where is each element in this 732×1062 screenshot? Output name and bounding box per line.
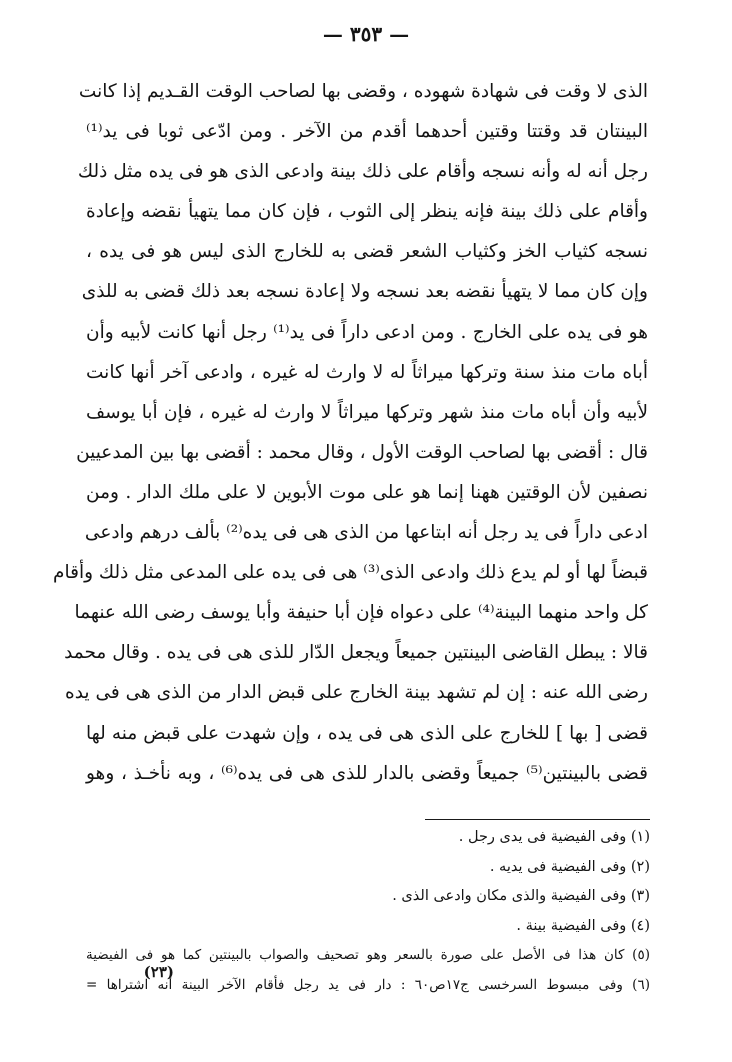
footnote: (١) وفى الفيضية فى يدى رجل . <box>458 829 650 845</box>
footnote: (٣) وفى الفيضية والذى مكان وادعى الذى . <box>392 888 650 904</box>
printer-signature-mark: (٢٣) <box>143 963 174 981</box>
body-line: الذى لا وقت فى شهادة شهوده ، وقضى بها لصاحب الوقت القـديم إذا كانت <box>78 81 648 102</box>
body-line: قال : أقضى بها لصاحب الوقت الأول ، وقال محمد : أقضى بها بين المدعيين <box>76 441 648 463</box>
page-number: — ٣٥٣ — <box>322 22 410 46</box>
footnote: (٥) كان هذا فى الأصل على صورة بالسعر وهو تصحيف والصواب بالبينتين كما هو فى الفيضية <box>86 947 650 963</box>
footnote: (٢) وفى الفيضية فى يديه . <box>489 858 650 875</box>
body-text <box>53 72 648 794</box>
body-line: أباه مات منذ سنة وتركها ميراثاً له لا وارث له غيره ، وادعى آخر أنها كانت <box>86 361 648 383</box>
body-line: لأبيه وأن أباه مات منذ شهر وتركها ميراثاً لا وارث له غيره ، فإن أبا يوسف <box>86 401 648 423</box>
footnote-divider <box>425 819 650 820</box>
body-line: رضى الله عنه : إن لم تشهد بينة الخارج على قبض الدار من الذى هى فى يده <box>65 682 648 704</box>
body-line: قضى بالبينتين⁽⁵⁾ جميعاً وقضى بالدار للذى هى فى يده⁽⁶⁾ ، وبه نأخـذ ، وهو <box>86 762 648 784</box>
footnote: (٤) وفى الفيضية بينة . <box>516 917 650 934</box>
body-line: البينتان قد وقتتا وقتين أحدهما أقدم من الآخر . ومن ادّعى ثوبا فى يد⁽¹⁾ <box>86 121 648 143</box>
body-line: قبضاً لها أو لم يدع ذلك وادعى الذى⁽³⁾ هى فى يده على المدعى مثل ذلك وأقام <box>53 562 648 584</box>
body-line: نصفين لأن الوقتين ههنا إنما هو على موت الأبوين لا على ملك الدار . ومن <box>86 481 648 503</box>
body-line: وإن كان مما لا يتهيأ نقضه بعد نسجه ولا إعادة نسجه بعد ذلك قضى به للذى <box>81 281 648 303</box>
footnote: (٦) وفى مبسوط السرخسى ج١٧ص٦٠ : دار فى يد رجل فأقام الآخر البينة أنه اشتراها = <box>86 976 650 993</box>
body-line: ادعى داراً فى يد رجل أنه ابتاعها من الذى هى فى يده⁽²⁾ بألف درهم وادعى <box>84 522 648 544</box>
body-line: وأقام على ذلك بينة فإنه ينظر إلى الثوب ، فإن كان مما يتهيأ نقضه وإعادة <box>86 201 648 223</box>
body-line: قالا : يبطل القاضى البينتين جميعاً ويجعل الدّار للذى هى فى يده . وقال محمد <box>64 642 648 664</box>
body-line: قضى [ بها ] للخارج على الذى هى فى يده ، وإن شهدت على قبض منه لها <box>86 722 648 744</box>
body-line: نسجه كثياب الخز وكثياب الشعر قضى به للخارج الذى ليس هو فى يده ، <box>86 241 648 263</box>
body-line: رجل أنه له وأنه نسجه وأقام على ذلك بينة وادعى الذى هو فى يده مثل ذلك <box>77 161 648 183</box>
body-line: كل واحد منهما البينة⁽⁴⁾ على دعواه فإن أبا حنيفة وأبا يوسف رضى الله عنهما <box>74 602 648 624</box>
body-line: هو فى يده على الخارج . ومن ادعى داراً فى يد⁽¹⁾ رجل أنها كانت لأبيه وأن <box>86 321 648 343</box>
